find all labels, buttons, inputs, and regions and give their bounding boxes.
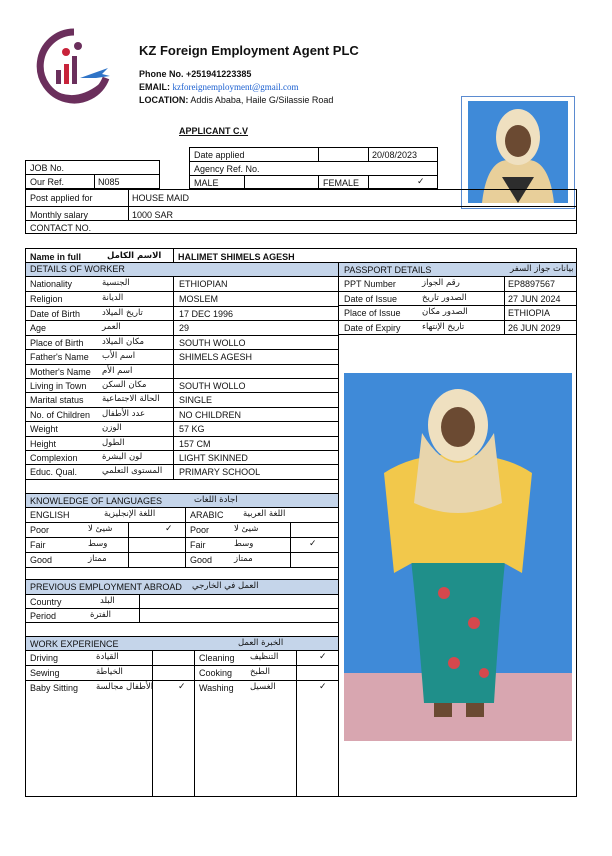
work-item-label: Washing — [199, 683, 234, 693]
arabic-level-label-ar: ممتاز — [234, 554, 253, 564]
detail-label-ar: مكان السكن — [102, 380, 147, 390]
english-level-check: ✓ — [165, 524, 173, 534]
work-item-label: Cleaning — [199, 653, 235, 663]
arabic-label-ar: اللغة العربية — [243, 509, 286, 519]
work-item-check: ✓ — [319, 652, 327, 662]
detail-value: SHIMELS AGESH — [179, 352, 253, 362]
english-level-label-ar: وسط — [88, 539, 108, 549]
previous-title: PREVIOUS EMPLOYMENT ABROAD — [30, 582, 182, 592]
date-applied-label: Date applied — [194, 150, 245, 160]
detail-value: PRIMARY SCHOOL — [179, 467, 261, 477]
passport-label-ar: الصدور تاريخ — [422, 292, 467, 303]
english-label-ar: اللغة الإنجليزية — [104, 509, 156, 519]
name-value: HALIMET SHIMELS AGESH — [178, 252, 295, 262]
agency-ref-label: Agency Ref. No. — [194, 164, 260, 174]
detail-label-ar: عدد الأطفال — [102, 409, 146, 419]
post-applied-label: Post applied for — [30, 193, 93, 203]
work-item-label-ar: الخياطة — [96, 667, 123, 677]
work-item-label-ar: الغسيل — [250, 682, 276, 692]
work-item-label: Cooking — [199, 668, 233, 678]
detail-label: Place of Birth — [30, 338, 84, 348]
work-title-ar: الخبرة العمل — [238, 638, 284, 648]
detail-value: SINGLE — [179, 395, 213, 405]
passport-title: PASSPORT DETAILS — [344, 265, 432, 275]
phone-label: Phone No. — [139, 69, 184, 79]
grid-line — [25, 464, 338, 465]
languages-title-ar: اجادة اللغات — [194, 495, 238, 505]
grid-line — [173, 276, 174, 479]
detail-label: Complexion — [30, 453, 78, 463]
work-item-label-ar: القيادة — [96, 652, 119, 662]
grid-line — [504, 276, 505, 334]
work-item-label: Sewing — [30, 668, 60, 678]
passport-label: PPT Number — [344, 279, 396, 289]
location-label: LOCATION: — [139, 95, 189, 105]
passport-value: ETHIOPIA — [508, 308, 551, 318]
passport-value: 26 JUN 2029 — [508, 322, 561, 333]
english-level-label: Poor — [30, 525, 50, 535]
detail-label: Weight — [30, 424, 58, 434]
detail-label: No. of Children — [30, 410, 91, 420]
grid-line — [338, 305, 577, 306]
period-label: Period — [30, 611, 57, 621]
work-item-label-ar: التنظيف — [250, 652, 279, 662]
post-box — [25, 189, 577, 234]
post-applied-value: HOUSE MAID — [132, 193, 190, 203]
english-level-label: Good — [30, 555, 53, 565]
detail-value: SOUTH WOLLO — [179, 381, 246, 391]
detail-label-ar: مكان الميلاد — [102, 337, 145, 347]
detail-label-ar: لون البشرة — [102, 452, 143, 462]
passport-label: Date of Expiry — [344, 322, 401, 333]
our-ref-label: Our Ref. — [30, 177, 65, 187]
arabic-level-label-ar: وسط — [234, 539, 254, 549]
phone-number: +251941223385 — [186, 69, 252, 79]
detail-value: 57 KG — [179, 424, 205, 434]
detail-label-ar: الحالة الاجتماعية — [102, 394, 160, 404]
detail-label: Father's Name — [30, 352, 89, 362]
detail-value: 17 DEC 1996 — [179, 309, 234, 319]
grid-line — [25, 335, 338, 336]
date-applied-value: 20/08/2023 — [372, 150, 418, 160]
email-label: EMAIL: — [139, 82, 170, 92]
male-label: MALE — [194, 178, 219, 188]
passport-title-ar: بيانات جواز السفر — [510, 264, 574, 274]
grid-line — [25, 392, 338, 393]
page-title: APPLICANT C.V — [179, 126, 249, 136]
location-line — [139, 95, 333, 106]
country-label: Country — [30, 597, 62, 607]
grid-line — [25, 364, 338, 365]
english-level-label-ar: شيئ لا — [88, 524, 113, 534]
passport-label: Date of Issue — [344, 293, 398, 304]
country-label-ar: البلد — [100, 596, 115, 606]
grid-line — [338, 320, 577, 321]
detail-label: Age — [30, 323, 47, 333]
grid-line — [338, 291, 577, 292]
grid-line — [25, 421, 338, 422]
detail-value: LIGHT SKINNED — [179, 453, 248, 463]
detail-label-ar: تاريخ الميلاد — [102, 308, 143, 318]
arabic-level-label: Good — [190, 555, 213, 565]
passport-label-ar: تاريخ الإنتهاء — [422, 321, 465, 332]
english-level-label: Fair — [30, 540, 46, 550]
detail-label: Nationality — [30, 279, 73, 289]
salary-value: 1000 SAR — [132, 210, 174, 220]
arabic-label: ARABIC — [190, 510, 224, 520]
grid-line — [25, 349, 338, 350]
female-label: FEMALE — [323, 178, 360, 188]
arabic-level-check: ✓ — [309, 539, 317, 549]
female-check: ✓ — [417, 177, 425, 187]
phone-line — [139, 69, 251, 80]
detail-label-ar: الجنسية — [102, 278, 130, 288]
name-label-ar: الاسم الكامل — [107, 251, 162, 261]
detail-label-ar: اسم الأم — [102, 366, 133, 376]
passport-label-ar: الصدور مكان — [422, 307, 468, 317]
work-item-label-ar: الأطفال مجالسة — [96, 682, 154, 692]
detail-value: 157 CM — [179, 439, 211, 449]
english-level-label-ar: ممتاز — [88, 554, 107, 564]
grid-line — [25, 450, 338, 451]
grid-line — [25, 479, 338, 480]
detail-label-ar: الطول — [102, 438, 125, 448]
name-label: Name in full — [30, 252, 82, 262]
detail-value: 29 — [179, 323, 190, 333]
our-ref-value: N085 — [98, 177, 120, 187]
detail-label: Height — [30, 439, 57, 449]
detail-label: Date of Birth — [30, 309, 81, 319]
detail-value: SOUTH WOLLO — [179, 338, 246, 348]
grid-line — [338, 334, 577, 335]
detail-value: NO CHILDREN — [179, 410, 242, 420]
applicant-full-photo — [344, 373, 572, 741]
arabic-level-label: Fair — [190, 540, 206, 550]
detail-value: MOSLEM — [179, 294, 219, 304]
grid-line — [25, 306, 338, 307]
previous-title-ar: العمل في الخارجي — [192, 581, 259, 591]
detail-label: Living in Town — [30, 381, 87, 391]
work-item-check: ✓ — [178, 682, 186, 692]
detail-label: Religion — [30, 294, 63, 304]
detail-label-ar: العمر — [102, 322, 121, 332]
location-value: Addis Ababa, Haile G/Silassie Road — [190, 95, 334, 105]
languages-title: KNOWLEDGE OF LANGUAGES — [30, 496, 163, 506]
grid-line — [25, 378, 338, 379]
detail-label: Marital status — [30, 395, 84, 405]
work-item-check: ✓ — [319, 682, 327, 692]
detail-label-ar: اسم الأب — [102, 351, 136, 361]
company-name: KZ Foreign Employment Agent PLC — [139, 43, 359, 58]
salary-label: Monthly salary — [30, 210, 89, 220]
grid-line — [25, 291, 338, 292]
passport-label-ar: رقم الجواز — [422, 278, 460, 288]
arabic-level-label: Poor — [190, 525, 210, 535]
english-label: ENGLISH — [30, 510, 70, 520]
grid-line — [25, 436, 338, 437]
work-item-label: Driving — [30, 653, 59, 663]
contact-label: CONTACT NO. — [30, 223, 92, 233]
work-item-label-ar: الطبخ — [250, 667, 270, 677]
email-link[interactable]: kzforeignemployment@gmail.com — [172, 82, 299, 92]
detail-label-ar: المستوى التعلمي — [102, 466, 163, 476]
passport-value: 27 JUN 2024 — [508, 293, 561, 304]
company-logo — [36, 26, 112, 108]
detail-label-ar: الوزن — [102, 423, 122, 433]
detail-value: ETHIOPIAN — [179, 279, 228, 289]
email-line — [139, 82, 299, 93]
work-title: WORK EXPERIENCE — [30, 639, 119, 649]
work-item-label: Baby Sitting — [30, 683, 79, 693]
details-title: DETAILS OF WORKER — [30, 264, 125, 274]
detail-label: Educ. Qual. — [30, 467, 78, 477]
passport-value: EP8897567 — [508, 279, 556, 289]
job-no-label: JOB No. — [30, 163, 65, 173]
passport-label: Place of Issue — [344, 308, 401, 318]
detail-label-ar: الديانة — [102, 293, 124, 303]
detail-label: Mother's Name — [30, 367, 91, 377]
grid-line — [25, 320, 338, 321]
grid-line — [25, 407, 338, 408]
arabic-level-label-ar: شيئ لا — [234, 524, 259, 534]
period-label-ar: الفترة — [90, 610, 111, 620]
